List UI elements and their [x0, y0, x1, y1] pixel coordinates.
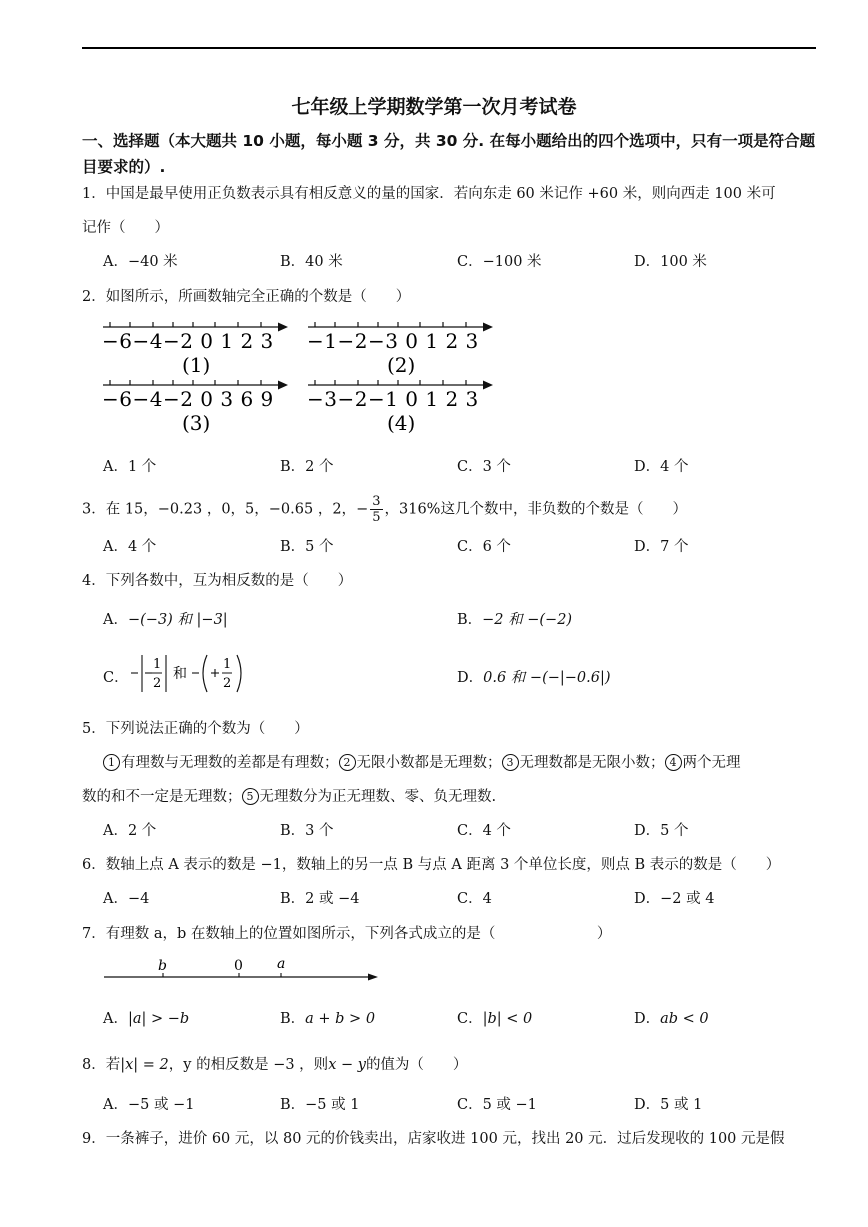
- q4-option-b-expr: −2 和 −(−2): [482, 612, 573, 628]
- number-line-4: [307, 380, 493, 435]
- q7-option-b: [280, 1007, 375, 1028]
- q7-label-zero: 0: [234, 958, 243, 974]
- q6-option-c: C．4: [457, 891, 492, 907]
- q8-option-b: B．−5 或 1: [280, 1097, 360, 1113]
- q8-stem: [82, 1053, 467, 1074]
- circled-1: 1: [103, 754, 120, 771]
- q5-option-d: D．5 个: [634, 823, 689, 839]
- q3-option-b: B．5 个: [280, 539, 334, 555]
- q5-stem: 5．下列说法正确的个数为（ ）: [82, 721, 309, 737]
- q4-option-c-label: C．: [103, 670, 129, 686]
- q2-option-c: C．3 个: [457, 459, 511, 475]
- q7-option-c: [457, 1007, 532, 1028]
- q8-expr: x − y: [328, 1057, 366, 1073]
- q3-fraction: [370, 494, 382, 525]
- q3-fraction-numerator: 3: [372, 494, 381, 509]
- q2-option-d: D．4 个: [634, 459, 689, 475]
- q4-option-b-label: B．: [457, 612, 483, 628]
- circled-5: 5: [242, 788, 259, 805]
- q4-option-c-expr: [129, 652, 259, 696]
- q7-number-line: [100, 954, 385, 986]
- q5-s2: 无限小数都是无理数；: [356, 755, 502, 771]
- q8-option-c: C．5 或 −1: [457, 1097, 537, 1113]
- circled-3: 3: [502, 754, 519, 771]
- header-rule: [82, 47, 816, 49]
- circled-2: 2: [339, 754, 356, 771]
- fig2-tick-labels: −1−2−3 0 1 2 3: [307, 329, 479, 353]
- q8-option-a: A．−5 或 −1: [103, 1097, 195, 1113]
- q1-option-b: B．40 米: [280, 254, 343, 270]
- q9-line1: 9．一条裤子，进价 60 元，以 80 元的价钱卖出，店家收进 100 元，找出 20 元．过后发现收的 100 元是假: [82, 1131, 785, 1147]
- fig3-caption: (3): [182, 411, 211, 435]
- q4-c-frac2-den: 2: [223, 676, 232, 691]
- q4-c-frac1-num: 1: [153, 657, 162, 672]
- q5-statements-line2: [82, 785, 496, 806]
- q1-option-d: D．100 米: [634, 254, 707, 270]
- q7-option-c-expr: |b| < 0: [482, 1011, 533, 1027]
- q4-c-frac1-den: 2: [153, 676, 162, 691]
- q3-fraction-sign: −: [356, 501, 369, 518]
- fig1-tick-labels: −6−4−2 0 1 2 3: [102, 329, 274, 353]
- q2-option-b: B．2 个: [280, 459, 334, 475]
- q6-option-b: B．2 或 −4: [280, 891, 360, 907]
- q3-option-a: A．4 个: [103, 539, 157, 555]
- q7-option-d: [634, 1007, 709, 1028]
- q4-option-d-expr: 0.6 和 −(−|−0.6|): [483, 670, 611, 686]
- q6-stem: 6．数轴上点 A 表示的数是 −1，数轴上的另一点 B 与点 A 距离 3 个单位长度，则点 B 表示的数是（ ）: [82, 857, 781, 873]
- q5-s5: 无理数分为正无理数、零、负无理数.: [259, 789, 497, 805]
- page-title: 七年级上学期数学第一次月考试卷: [291, 96, 577, 118]
- q3-fraction-denominator: 5: [372, 510, 381, 525]
- q7-option-d-expr: ab < 0: [660, 1011, 709, 1027]
- q4-option-d: [457, 666, 611, 687]
- q5-option-a: A．2 个: [103, 823, 157, 839]
- q8-mid: ，y 的相反数是 −3 ，则: [168, 1057, 329, 1073]
- q1-line1: 1．中国是最早使用正负数表示具有相反意义的量的国家．若向东走 60 米记作 +60 米，则向西走 100 米可: [82, 186, 776, 202]
- q7-option-a-expr: |a| > −b: [127, 1011, 190, 1027]
- q8-post: 的值为（ ）: [365, 1057, 468, 1073]
- q1-option-c: C．−100 米: [457, 254, 542, 270]
- q4-option-d-label: D．: [457, 670, 484, 686]
- q5-s1: 有理数与无理数的差都是有理数；: [121, 755, 339, 771]
- circled-4: 4: [665, 754, 682, 771]
- q3-stem: [82, 494, 687, 525]
- q7-option-a-label: A．: [103, 1011, 128, 1027]
- q1-option-a: A．−40 米: [103, 254, 178, 270]
- q6-option-a: A．−4: [103, 891, 150, 907]
- number-line-2: [307, 322, 493, 377]
- q4-stem: 4．下列各数中，互为相反数的是（ ）: [82, 573, 353, 589]
- q2-stem: 2．如图所示，所画数轴完全正确的个数是（ ）: [82, 289, 411, 305]
- q7-option-b-expr: a + b > 0: [305, 1011, 376, 1027]
- q5-option-b: B．3 个: [280, 823, 334, 839]
- q5-s4b: 数的和不一定是无理数；: [82, 789, 242, 805]
- q6-option-d: D．−2 或 4: [634, 891, 715, 907]
- q2-option-a: A．1 个: [103, 459, 157, 475]
- q7-option-a: [103, 1007, 189, 1028]
- q2-number-line-figures: [98, 314, 498, 436]
- q8-pre: 8．若: [82, 1057, 121, 1073]
- q5-option-c: C．4 个: [457, 823, 511, 839]
- q4-c-frac2-num: 1: [223, 657, 232, 672]
- fig2-caption: (2): [387, 353, 416, 377]
- q4-option-a-label: A．: [103, 612, 128, 628]
- q5-statements-line1: [103, 751, 741, 772]
- q5-s4: 两个无理: [682, 755, 741, 771]
- number-line-3: [102, 380, 288, 435]
- fig1-caption: (1): [182, 353, 211, 377]
- fig4-tick-labels: −3−2−1 0 1 2 3: [307, 387, 479, 411]
- q5-s3: 无理数都是无限小数；: [519, 755, 665, 771]
- fig4-caption: (4): [387, 411, 416, 435]
- q8-abs-expr: |x| = 2: [120, 1057, 169, 1073]
- q1-line2: 记作（ ）: [82, 220, 169, 236]
- q7-option-d-label: D．: [634, 1011, 661, 1027]
- q4-c-he: 和: [173, 666, 187, 682]
- fig3-tick-labels: −6−4−2 0 3 6 9: [102, 387, 274, 411]
- q7-label-a: a: [277, 956, 286, 972]
- q3-option-d: D．7 个: [634, 539, 689, 555]
- q3-stem-post: ，316%这几个数中，非负数的个数是（ ）: [384, 501, 687, 518]
- q3-option-c: C．6 个: [457, 539, 511, 555]
- q7-label-b: b: [158, 958, 167, 974]
- q7-option-c-label: C．: [457, 1011, 483, 1027]
- q7-option-b-label: B．: [280, 1011, 306, 1027]
- number-line-1: [102, 322, 288, 377]
- q8-option-d: D．5 或 1: [634, 1097, 703, 1113]
- q4-option-a: [103, 608, 228, 629]
- q4-option-b: [457, 608, 572, 629]
- section-heading: 一、选择题（本大题共 10 小题，每小题 3 分，共 30 分. 在每小题给出的四个选项中，只有一项是符合题目要求的）.: [82, 132, 816, 176]
- q4-option-a-expr: −(−3) 和 |−3|: [127, 612, 228, 628]
- q7-stem: 7．有理数 a，b 在数轴上的位置如图所示，下列各式成立的是（ ）: [82, 926, 612, 942]
- q3-stem-pre: 3．在 15，−0.23 ，0，5，−0.65 ，2，: [82, 501, 357, 518]
